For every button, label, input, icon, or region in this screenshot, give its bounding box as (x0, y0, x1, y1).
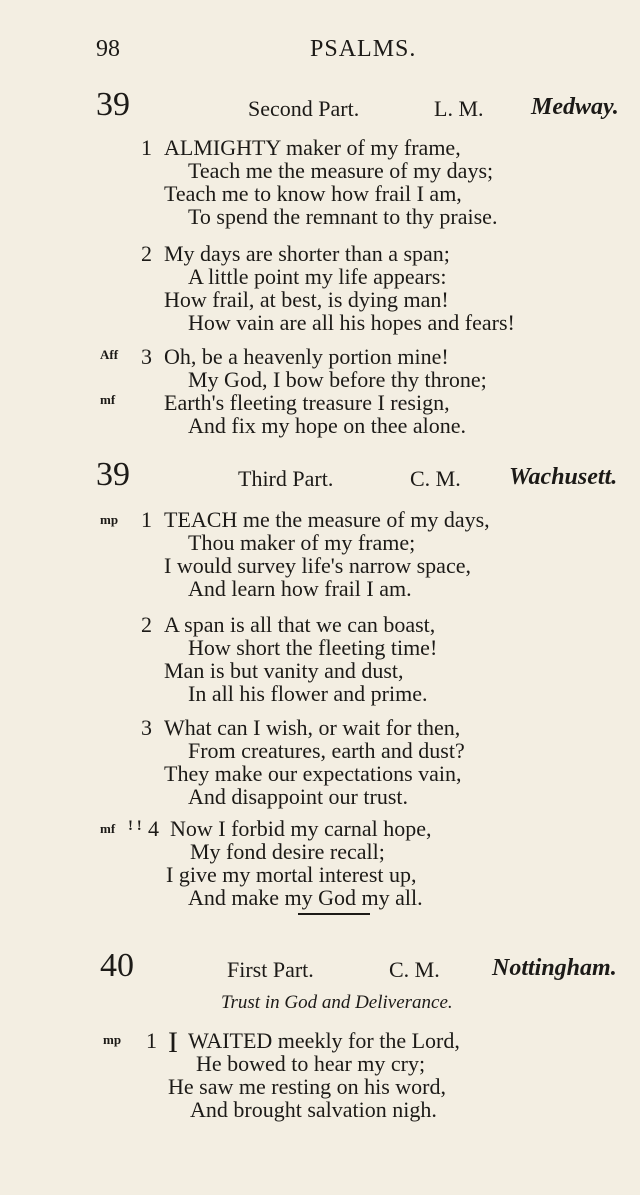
dynamics-mark: mf (100, 821, 116, 836)
verse-line: And fix my hope on thee alone. (188, 413, 466, 438)
verse-line: How frail, at best, is dying man! (164, 287, 449, 312)
verse-line: A span is all that we can boast, (164, 612, 436, 637)
verse-number: 3 (141, 344, 152, 369)
verse-line: Oh, be a heavenly portion mine! (164, 344, 449, 369)
verse-line: And make my God my all. (188, 885, 423, 910)
psalm-number: 39 (96, 456, 130, 493)
meter-label: C. M. (389, 957, 440, 982)
verse-line: How short the fleeting time! (188, 635, 438, 660)
verse-line: He bowed to hear my cry; (196, 1051, 426, 1076)
verse-number: 4 (148, 816, 159, 841)
verse-line: My fond desire recall; (190, 839, 385, 864)
dynamics-mark: mp (103, 1032, 122, 1047)
part-label: Third Part. (238, 466, 334, 491)
verse-line: And learn how frail I am. (188, 576, 412, 601)
psalm-number: 40 (100, 947, 134, 984)
verse-line: I give my mortal interest up, (166, 862, 417, 887)
section-divider (298, 913, 370, 915)
verse-line: And brought salvation nigh. (190, 1097, 437, 1122)
verse-number: 1 (141, 507, 152, 532)
verse-line: How vain are all his hopes and fears! (188, 310, 515, 335)
running-title: PSALMS. (310, 36, 417, 62)
tune-name: Nottingham. (492, 955, 617, 981)
tune-name: Medway. (531, 94, 619, 120)
verse-line: ALMIGHTY maker of my frame, (164, 135, 461, 160)
verse-line: From creatures, earth and dust? (188, 738, 465, 763)
dynamics-mark: mp (100, 512, 119, 527)
dynamics-mark: Aff (100, 347, 119, 362)
verse-line: What can I wish, or wait for then, (164, 715, 461, 740)
verse-line: They make our expectations vain, (164, 761, 462, 786)
verse-number: 2 (141, 612, 152, 637)
tune-name: Wachusett. (509, 464, 618, 490)
repeat-mark: ! ! (128, 818, 142, 834)
verse-number: 1 (146, 1028, 157, 1053)
verse-line: I would survey life's narrow space, (164, 553, 471, 578)
verse-line: And disappoint our trust. (188, 784, 408, 809)
verse-line: Now I forbid my carnal hope, (170, 816, 432, 841)
verse-line: Earth's fleeting treasure I resign, (164, 390, 450, 415)
verse-line: Man is but vanity and dust, (164, 658, 404, 683)
verse-line: Thou maker of my frame; (188, 530, 416, 555)
verse-line: My days are shorter than a span; (164, 241, 450, 266)
page-number: 98 (96, 36, 120, 62)
verse-line: Teach me the measure of my days; (188, 158, 494, 183)
dynamics-mark: mf (100, 392, 116, 407)
psalm-subtitle: Trust in God and Deliverance. (221, 992, 453, 1013)
verse-line: My God, I bow before thy throne; (188, 367, 487, 392)
verse-line: Teach me to know how frail I am, (164, 181, 462, 206)
verse-number: 1 (141, 135, 152, 160)
part-label: Second Part. (248, 96, 360, 121)
verse-number: 3 (141, 715, 152, 740)
verse-line: TEACH me the measure of my days, (164, 507, 490, 532)
verse-line: WAITED meekly for the Lord, (188, 1028, 460, 1053)
verse-number: 2 (141, 241, 152, 266)
verse-line: In all his flower and prime. (188, 681, 428, 706)
verse-line: To spend the remnant to thy praise. (188, 204, 498, 229)
meter-label: L. M. (434, 96, 484, 121)
verse-line: He saw me resting on his word, (168, 1074, 447, 1099)
meter-label: C. M. (410, 466, 461, 491)
psalm-number: 39 (96, 86, 130, 123)
part-label: First Part. (227, 957, 314, 982)
drop-capital: I (168, 1026, 178, 1059)
verse-line: A little point my life appears: (188, 264, 447, 289)
